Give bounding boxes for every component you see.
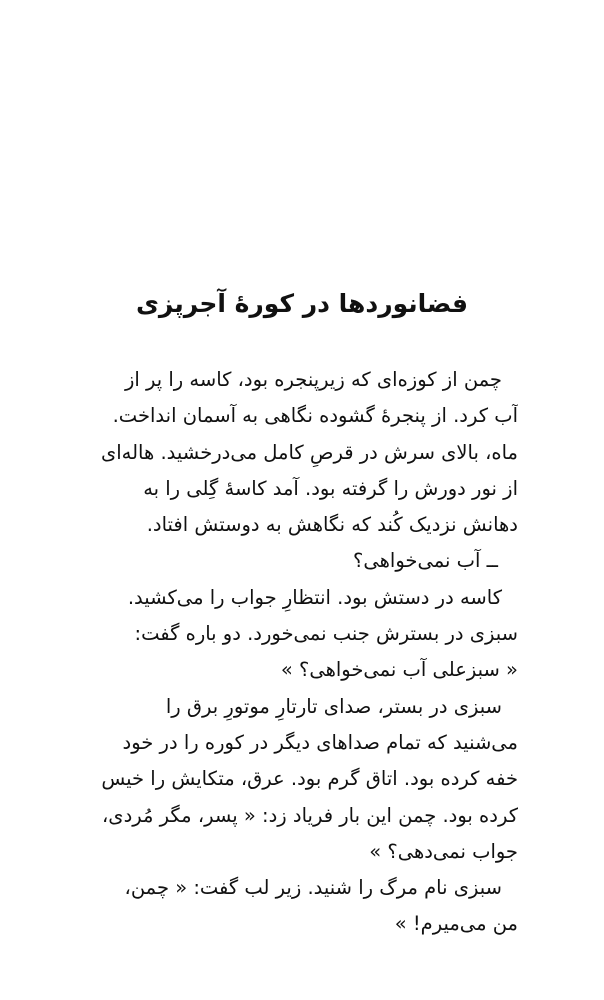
- text-line: از نور دورش را گرفته بود. آمد کاسهٔ گِلی را به: [143, 476, 518, 500]
- text-line: من می‌میرم! »: [394, 912, 518, 936]
- text-line: کرده بود. چمن این بار فریاد زد: « پسر، مگر مُردی،: [102, 803, 518, 827]
- text-line: خفه کرده بود. اتاق گرم بود. عرق، متکایش را خیس: [101, 767, 518, 791]
- text-line: سبزی در بستر، صدای تارتارِ موتورِ برق را: [165, 694, 502, 718]
- text-line: « سبزعلی آب نمی‌خواهی؟ »: [280, 658, 518, 682]
- text-line: ــ آب نمی‌خواهی؟: [353, 549, 498, 573]
- text-line: سبزی نام مرگ را شنید. زیر لب گفت: « چمن،: [124, 876, 502, 900]
- body-text: [88, 362, 518, 943]
- text-line: جواب نمی‌دهی؟ »: [369, 839, 518, 863]
- text-line: آب کرد. از پنجرهٔ گشوده نگاهی به آسمان انداخت.: [112, 404, 518, 428]
- text-line: ماه، بالای سرش در قرصِ کامل می‌درخشید. هاله‌ای: [100, 440, 518, 464]
- text-line: چمن از کوزه‌ای که زیرپنجره بود، کاسه را پر از: [124, 368, 502, 391]
- text-line: کاسه در دستش بود. انتظارِ جواب را می‌کشید.: [127, 585, 502, 609]
- text-line: سبزی در بسترش جنب نمی‌خورد. دو باره گفت:: [134, 622, 518, 646]
- text-line: می‌شنید که تمام صداهای دیگر در کوره را در خود: [122, 730, 518, 754]
- text-line: دهانش نزدیک کُند که نگاهش به دوستش افتاد.: [146, 513, 518, 537]
- chapter-title: فضانوردها در کورهٔ آجرپزی: [135, 289, 469, 318]
